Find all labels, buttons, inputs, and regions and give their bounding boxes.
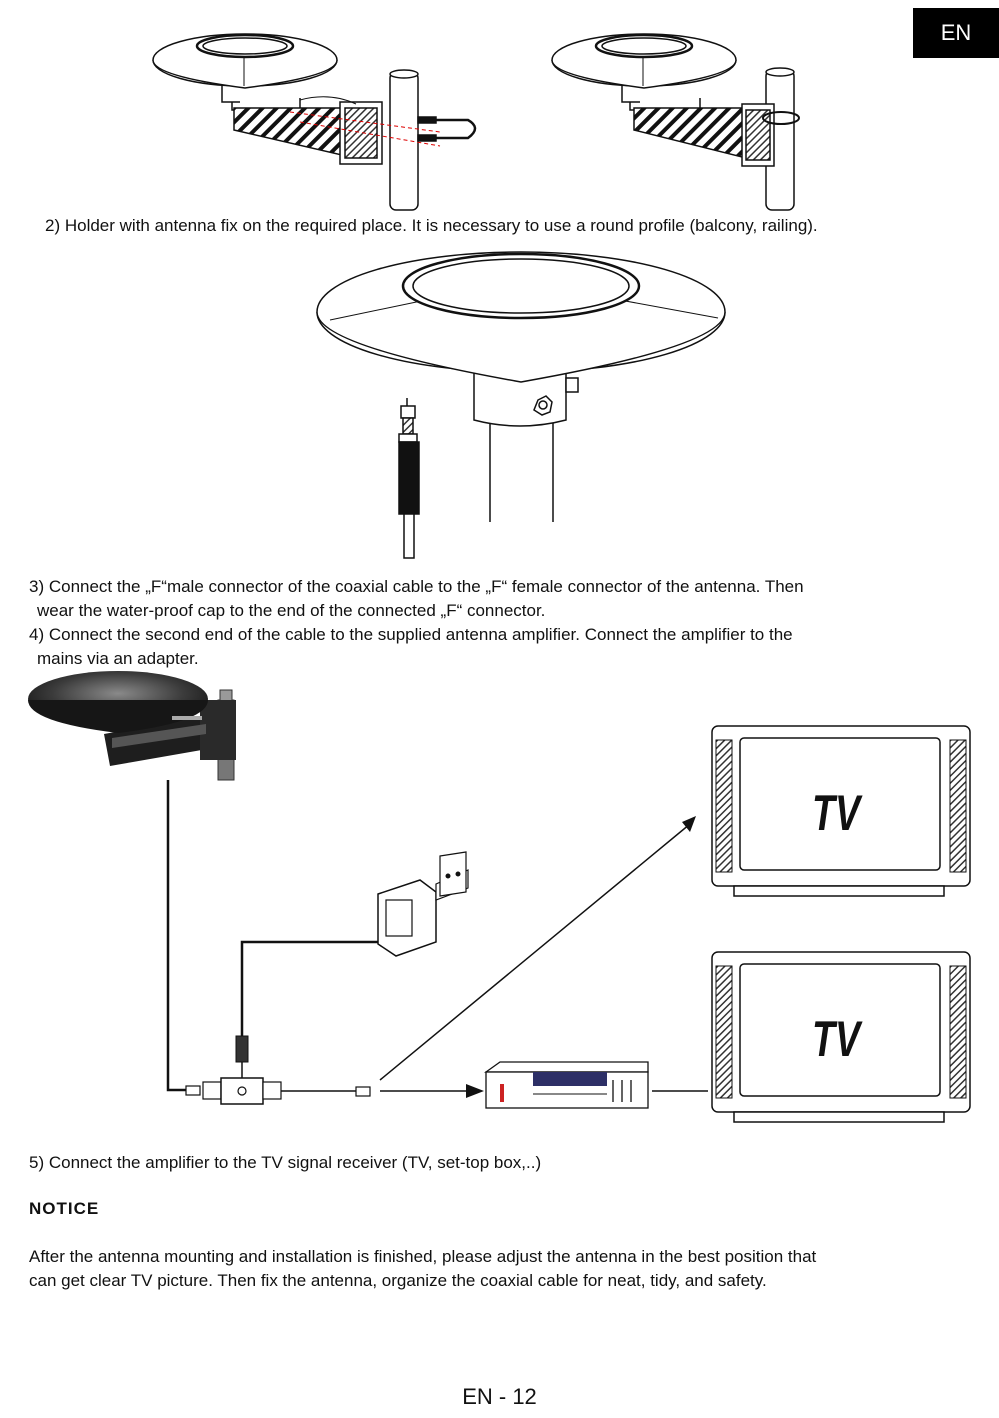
tv-label-2: TV bbox=[812, 1011, 860, 1068]
mounting-figure-right bbox=[552, 34, 799, 210]
step-4-line-1: 4) Connect the second end of the cable to the supplied antenna amplifier. Connect the amplifier to the bbox=[29, 625, 793, 644]
notice-line-2: can get clear TV picture. Then fix the antenna, organize the coaxial cable for neat, tidy, and safety. bbox=[29, 1271, 767, 1290]
page-number: EN - 12 bbox=[462, 1384, 537, 1409]
mounting-figure-left bbox=[153, 34, 475, 210]
antenna-photo bbox=[28, 671, 236, 780]
step-3-line-2: wear the water-proof cap to the end of the connected „F“ connector. bbox=[37, 601, 546, 620]
notice-line-1: After the antenna mounting and installation is finished, please adjust the antenna in the best position that bbox=[29, 1247, 817, 1266]
language-tab: EN bbox=[913, 8, 999, 58]
step-3-line-1: 3) Connect the „F“male connector of the coaxial cable to the „F“ female connector of the antenna. Then bbox=[29, 577, 804, 596]
tv-label-1: TV bbox=[812, 785, 860, 842]
notice-title: NOTICE bbox=[29, 1199, 100, 1218]
step-4-line-2: mains via an adapter. bbox=[37, 649, 199, 668]
step-2-text: 2) Holder with antenna fix on the required place. It is necessary to use a round profile (balcony, railing). bbox=[45, 216, 818, 235]
step-5-text: 5) Connect the amplifier to the TV signal receiver (TV, set-top box,..) bbox=[29, 1153, 542, 1172]
set-top-box bbox=[486, 1062, 648, 1108]
connector-figure bbox=[317, 252, 725, 558]
wiring-diagram bbox=[28, 671, 970, 1122]
